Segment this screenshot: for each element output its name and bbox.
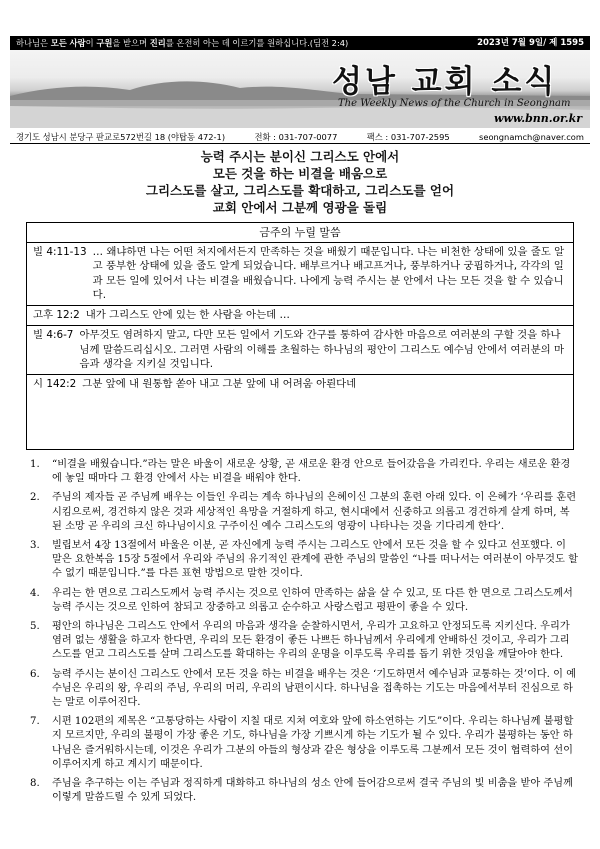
verse-reference: 시 142:2	[33, 378, 77, 391]
issue-date: 2023년 7월 9일/ 제 1595	[477, 38, 584, 48]
verse-text: 아무것도 염려하지 말고, 다만 모든 일에서 기도와 간구를 통하여 감사한 마음으로 여러분의 구할 것을 하나님께 말씀드리십시오. 그러면 사람의 이해를 초월하는 하나님의 평안이 그리스도 예수님 안에서 여러분의 마음과 생각을 지키실 것입니다.	[79, 329, 565, 371]
church-phone: 전화 : 031-707-0077	[254, 132, 338, 142]
verse-ref: (딤전 2:4)	[309, 38, 349, 48]
point-number: 3.	[30, 540, 40, 552]
point-number: 7.	[30, 716, 40, 728]
point-text: 주님을 추구하는 이는 주님과 정직하게 대화하고 하나님의 성소 안에 들어감으로써 결국 주님의 빛 비춤을 받아 주님께 이렇게 말씀드릴 수 있게 되었다.	[52, 778, 573, 804]
verses-title: 금주의 누릴 말씀	[27, 223, 573, 243]
masthead-banner	[10, 50, 590, 128]
point-text: 주님의 제자들 곧 주님께 배우는 이들인 우리는 계속 하나님의 은혜이신 그분의 훈련 아래 있다. 이 은혜가 ‘우리를 훈련시킴으로써, 경건하지 않은 것과 세상적인 욕망을 거절하게 하고, 현시대에서 신중하고 의롭고 경건하게 살게 하며, 복된 소망 곧 우리의 크신 하나님이시요 구주이신 예수 그리스도의 영광이 나타나는 것을 기다리게 한다’.	[52, 492, 577, 532]
point-text: 우리는 한 면으로 그리스도께서 능력 주시는 것으로 인하여 만족하는 삶을 살 수 있고, 또 다른 한 면으로 그리스도께서 능력 주시는 것으로 인하여 참되고 장중하고 의롭고 순수하고 사랑스럽고 평판이 좋을 수 있다.	[52, 587, 573, 613]
verse-mid-1: 이	[85, 38, 97, 48]
church-address: 경기도 성남시 분당구 판교로572번길 18 (야탑동 472-1)	[16, 132, 226, 142]
point-text: 시편 102편의 제목은 “고통당하는 사람이 지칠 대로 지쳐 여호와 앞에 하소연하는 기도”이다. 우리는 하나님께 불평할지 모르지만, 우리의 불평이 가장 좋은 기도, 하나님을 가장 기쁘시게 하는 기도가 될 수 있다. 우리가 불평하는 동안 하나님은 즐거워하시는데, 이것은 우리가 그분의 아들의 형상과 같은 형상을 이루도록 그분께서 모든 것이 협력하여 선이 이루어지게 하고 계시기 때문이다.	[52, 716, 574, 770]
header-verse	[16, 36, 348, 50]
point-text: 평안의 하나님은 그리스도 안에서 우리의 마음과 생각을 순찰하시면서, 우리가 고요하고 안정되도록 지키신다. 우리가 염려 없는 생활을 하고자 한다면, 우리의 모든 환경이 좋든 나쁘든 하나님께서 우리에게 안배하신 것이고, 우리가 그리스도를 얻고 그리스도를 살며 그리스도를 확대하는 우리의 운명을 이루도록 우리를 돕기 위한 것임을 깨달아야 한다.	[52, 621, 570, 661]
point-number: 1.	[30, 459, 40, 470]
verse-row	[27, 306, 573, 326]
verse-row	[27, 375, 573, 394]
point-text: “비결을 배웠습니다.”라는 말은 바울이 새로운 상황, 곧 새로운 환경 안으로 들어갔음을 가리킨다. 우리는 새로운 환경에 놓일 때마다 그 환경 안에서 사는 비결을 배워야 한다.	[52, 459, 571, 485]
point-number: 6.	[30, 668, 40, 680]
verse-reference: 빌 4:6-7	[33, 329, 74, 342]
list-item	[30, 539, 578, 582]
weekly-theme	[10, 148, 590, 216]
list-item	[30, 668, 578, 711]
contact-bar	[10, 130, 590, 144]
list-item	[30, 777, 578, 805]
church-fax: 팩스 : 031-707-2595	[366, 132, 450, 142]
verse-bold-2: 구원	[96, 38, 113, 48]
theme-line: 모든 것을 하는 비결을 배움으로	[212, 166, 388, 181]
verse-bold-3: 진리	[149, 38, 166, 48]
newsletter-subtitle: The Weekly News of the Church in Seongnam	[338, 98, 571, 109]
header-verse-bar	[10, 36, 590, 50]
verse-suffix: 를 온전히 아는 데 이르기를 원하십니다.	[165, 38, 310, 48]
list-item	[30, 491, 578, 534]
verse-mid-2: 을 받으며	[112, 38, 150, 48]
verse-reference: 고후 12:2	[33, 309, 80, 322]
verse-reference: 빌 4:11-13	[33, 246, 87, 258]
list-item	[30, 587, 578, 615]
point-number: 4.	[30, 587, 40, 599]
newsletter-title: 성남 교회 소식	[332, 64, 558, 100]
theme-line: 능력 주시는 분이신 그리스도 안에서	[200, 149, 400, 164]
verse-row	[27, 243, 573, 306]
point-text: 능력 주시는 분이신 그리스도 안에서 모든 것을 하는 비결을 배우는 것은 ‘기도하면서 예수님과 교통하는 것’이다. 이 예수님은 우리의 왕, 우리의 주님, 우리의 머리, 우리의 남편이시다. 하나님을 접촉하는 기도는 마음에서부터 진심으로 하는 말로 이루어진다.	[52, 668, 577, 709]
theme-line: 교회 안에서 그분께 영광을 돌림	[212, 200, 388, 215]
list-item	[30, 620, 578, 663]
theme-line: 그리스도를 살고, 그리스도를 확대하고, 그리스도를 얻어	[145, 183, 455, 198]
list-item	[30, 715, 578, 772]
weekly-verses-box	[26, 222, 574, 450]
verse-bold-1: 모든 사람	[50, 38, 86, 48]
church-email[interactable]: seongnamch@naver.com	[479, 132, 584, 142]
verse-text: 내가 그리스도 안에 있는 한 사람을 아는데 …	[85, 309, 290, 322]
point-text: 빌립보서 4장 13절에서 바울은 이분, 곧 자신에게 능력 주시는 그리스도 안에서 모든 것을 할 수 있다고 선포했다. 이 말은 요한복음 15장 5절에서 우리와 주님의 유기적인 관계에 관한 주님의 말씀인 “나를 떠나서는 여러분이 아무것도 할 수 없기 때문입니다.”를 다른 표현 방법으로 말한 것이다.	[52, 540, 578, 580]
verse-text: 그분 앞에 내 원통함 쏟아 내고 그분 앞에 내 어려움 아뢴다네	[82, 378, 357, 391]
verse-text: … 왜냐하면 나는 어떤 처지에서든지 만족하는 것을 배웠기 때문입니다. 나는 비천한 상태에 있을 줄도 알고 풍부한 상태에 있을 줄도 알게 되었습니다. 배부르거나 배고프거나, 풍부하거나 궁핍하거나, 각각의 일과 모든 일에 있어서 나는 비결을 배웠습니다. 나에게 능력 주시는 분 안에서 나는 모든 것을 할 수 있습니다.	[92, 246, 565, 301]
message-points	[30, 458, 578, 810]
website-url[interactable]: www.bnn.or.kr	[493, 112, 582, 125]
verse-row	[27, 326, 573, 375]
point-number: 2.	[30, 492, 40, 504]
point-number: 5.	[30, 621, 40, 633]
point-number: 8.	[30, 778, 40, 790]
list-item	[30, 458, 578, 486]
verse-prefix: 하나님은	[16, 38, 51, 48]
